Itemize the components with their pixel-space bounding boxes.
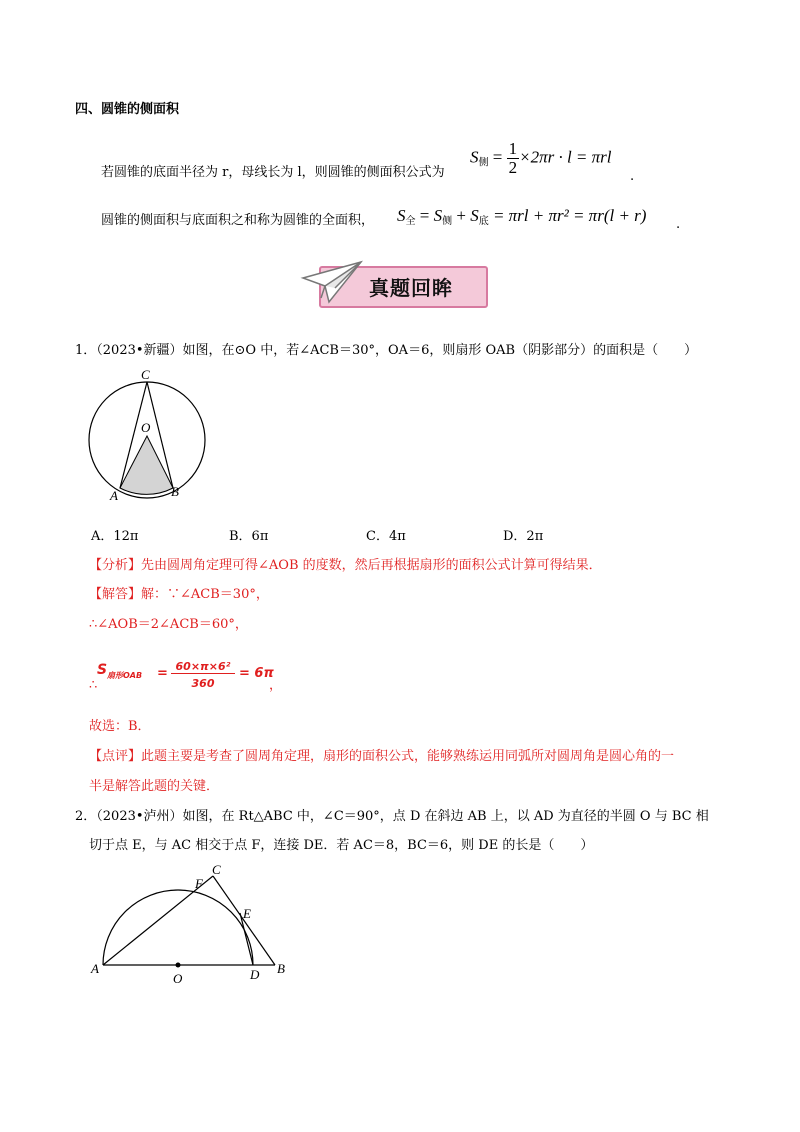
q2-stem-line2: 切于点 E，与 AC 相交于点 F，连接 DE．若 AC＝8，BC＝6，则 DE 的长是（ ） [89,838,594,853]
q2-label-d: D [250,967,260,982]
q1-stem: 1．（2023•新疆）如图，在⊙O 中，若∠ACB＝30°，OA＝6，则扇形 OAB（阴影部分）的面积是（ ） [75,343,698,358]
review-banner [299,258,489,306]
lateral-area-formula: $S_侧$ = $\frac{1}{2}$ ×2πr · l = πrl [470,139,612,177]
q1-label-a: A [110,488,118,503]
section-heading: 四、圆锥的侧面积 [75,102,180,117]
q2-semicircle-figure [85,860,295,988]
q2-label-b: B [277,961,285,976]
q1-analysis: 【分析】先由圆周角定理可得∠AOB 的度数，然后再根据扇形的面积公式计算可得结果． [89,558,602,573]
q2-stem-line1: 2．（2023•泸州）如图，在 Rt△ABC 中，∠C＝90°，点 D 在斜边 AB 上，以 AD 为直径的半圆 O 与 BC 相 [75,809,709,824]
line1-period: . [630,169,635,184]
q2-label-e: E [243,906,251,921]
paper-plane-icon [299,258,369,306]
q2-label-o: O [173,971,183,986]
q1-choice-a: A．12π [91,529,139,544]
q1-choice-d: D．2π [503,529,544,544]
q1-solution: 【解答】解：∵∠ACB＝30°， [89,587,269,602]
total-area-text: 圆锥的侧面积与底面积之和称为圆锥的全面积， [101,213,375,228]
line2-period: . [676,217,681,232]
total-area-formula: $S_全 = S_侧 + S_底 = \pi rl + \pi r^2 = \pi r(l + r)$ [397,206,647,227]
q1-comment-line1: 【点评】此题主要是考查了圆周角定理，扇形的面积公式，能够熟练运用同弧所对圆周角是圆心角的一 [89,749,675,764]
lateral-area-text: 若圆锥的底面半径为 r，母线长为 l，则圆锥的侧面积公式为 [101,165,445,180]
q1-comment-line2: 半是解答此题的关键． [89,779,220,794]
q2-label-a: A [91,961,99,976]
q1-label-b: B [171,484,179,499]
q1-choice-b: B．6π [229,529,269,544]
q2-label-c: C [212,862,221,877]
q2-label-f: F [195,876,203,891]
q1-label-c: C [141,367,150,382]
banner-label: 真题回眸 [369,276,453,300]
q1-label-o: O [141,420,151,435]
q1-choice-c: C．4π [366,529,406,544]
q1-answer: 故选：B． [89,719,151,734]
q1-circle-figure [85,364,215,504]
q1-step2: ∴∠AOB＝2∠ACB＝60°， [89,617,248,632]
